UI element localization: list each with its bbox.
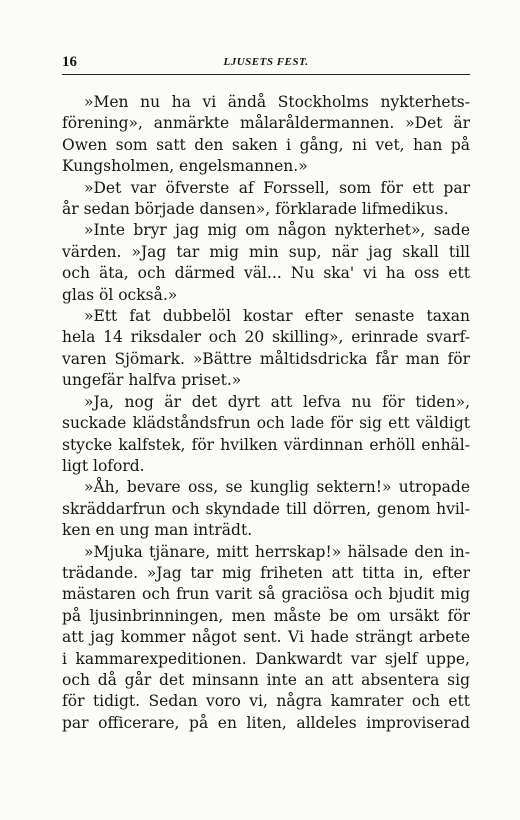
paragraph bbox=[62, 178, 470, 221]
text-line: för tidigt. Sedan voro vi, några kamrater och ett bbox=[62, 692, 470, 711]
text-line: »Inte bryr jag mig om någon nykterhet», sade bbox=[84, 221, 470, 240]
text-line: »Åh, bevare oss, se kunglig sektern!» utropade bbox=[84, 478, 470, 497]
text-line: och då går det minsann inte an att absentera sig bbox=[62, 670, 470, 689]
text-line: år sedan började dansen», förklarade lifmedikus. bbox=[62, 200, 449, 219]
paragraph bbox=[62, 477, 470, 541]
text-line: mästaren och frun varit så graciösa och bjudit mig bbox=[62, 585, 470, 604]
text-line: suckade klädståndsfrun och lade för sig ett väldigt bbox=[62, 414, 470, 433]
page-header bbox=[62, 50, 470, 75]
text-line: att jag kommer något sent. Vi hade strängt arbete bbox=[62, 628, 470, 647]
paragraph bbox=[62, 392, 470, 478]
text-line: Owen som satt den saken i gång, ni vet, han på bbox=[62, 135, 470, 154]
text-line: »Men nu ha vi ändå Stockholms nykterhets- bbox=[84, 93, 470, 111]
body-text bbox=[62, 92, 470, 734]
text-line: trädande. »Jag tar mig friheten att titta in, efter bbox=[62, 563, 470, 582]
text-line: »Ett fat dubbelöl kostar efter senaste taxan bbox=[84, 307, 470, 326]
text-line: och äta, och därmed väl... Nu ska' vi ha oss ett bbox=[62, 264, 470, 283]
text-line: skräddarfrun och skyndade till dörren, genom hvil- bbox=[62, 499, 470, 518]
text-line: »Mjuka tjänare, mitt herrskap!» hälsade den in- bbox=[84, 542, 470, 561]
paragraph bbox=[62, 220, 470, 306]
running-title: LJUSETS FEST. bbox=[223, 56, 309, 68]
paragraph bbox=[62, 92, 470, 178]
text-line: par officerare, på en liten, alldeles improviserad bbox=[62, 713, 470, 732]
text-line: varen Sjömark. »Bättre måltidsdricka får man för bbox=[62, 349, 470, 368]
text-line: i kammarexpeditionen. Dankwardt var sjelf uppe, bbox=[62, 649, 470, 668]
text-line: glas öl också.» bbox=[62, 285, 178, 304]
text-line: ken en ung man inträdt. bbox=[62, 521, 253, 540]
text-line: »Ja, nog är det dyrt att lefva nu för tiden», bbox=[84, 392, 470, 411]
text-line: ligt loford. bbox=[62, 456, 145, 475]
text-line: Kungsholmen, engelsmannen.» bbox=[62, 157, 308, 176]
text-line: förening», anmärkte målaråldermannen. »Det är bbox=[62, 114, 470, 133]
text-line: stycke kalfstek, för hvilken värdinnan erhöll enhäl- bbox=[62, 435, 470, 454]
text-line: »Det var öfverste af Forssell, som för ett par bbox=[84, 178, 470, 197]
text-line: hela 14 riksdaler och 20 skilling», erinrade svarf- bbox=[62, 328, 470, 347]
text-line: på ljusinbrinningen, men måste be om ursäkt för bbox=[62, 606, 470, 625]
book-page bbox=[62, 50, 470, 734]
text-line: värden. »Jag tar mig min sup, när jag skall till bbox=[62, 242, 470, 261]
text-line: ungefär halfva priset.» bbox=[62, 371, 242, 390]
page-number: 16 bbox=[62, 54, 77, 70]
paragraph bbox=[62, 542, 470, 735]
paragraph bbox=[62, 306, 470, 392]
